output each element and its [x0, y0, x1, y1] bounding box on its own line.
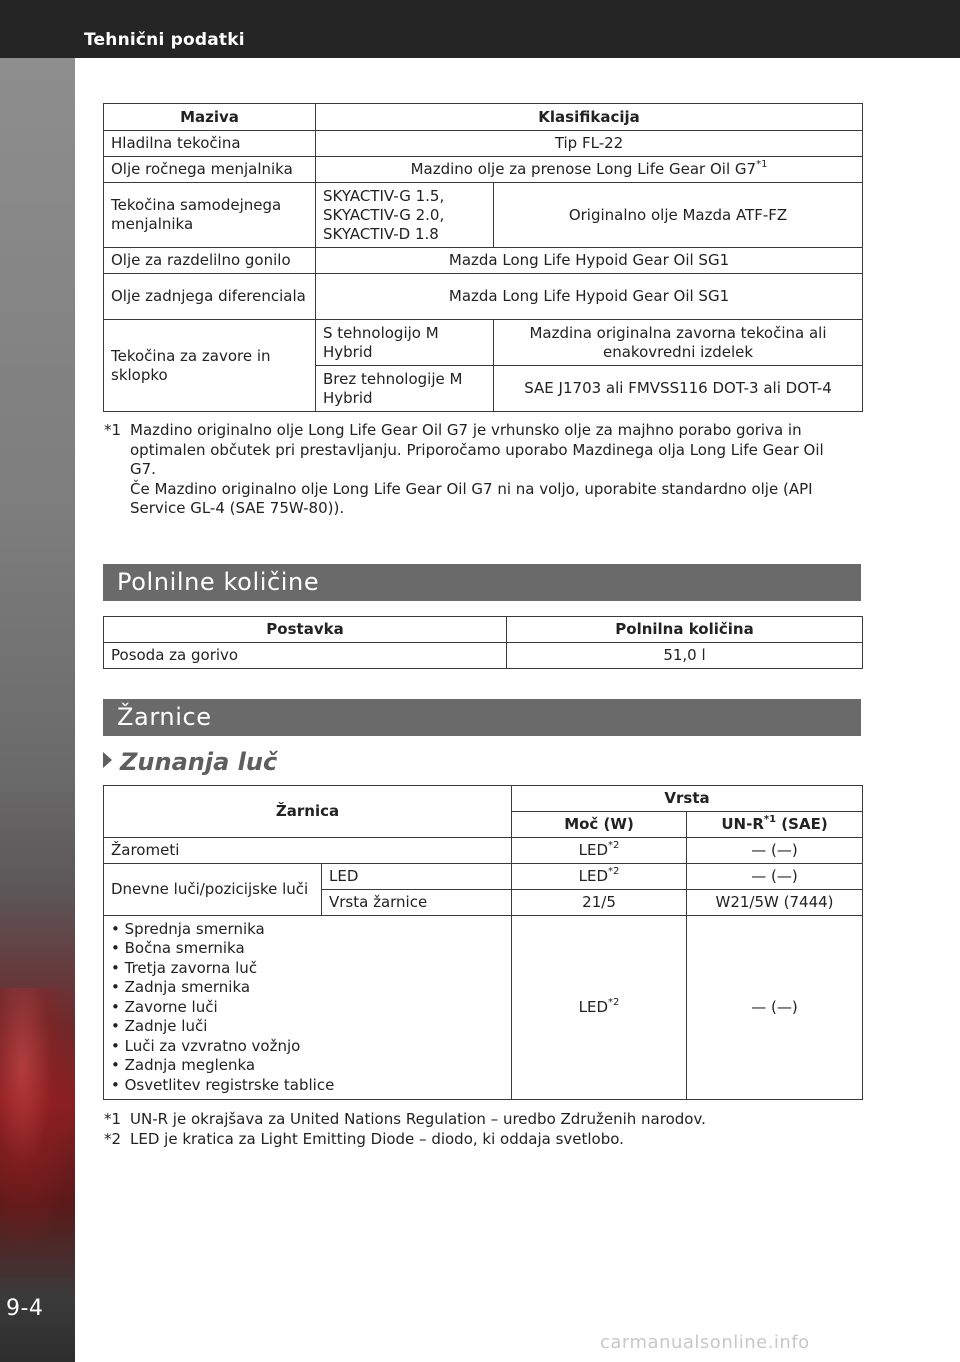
list-item: • Luči za vzvratno vožnjo	[111, 1036, 301, 1055]
car-image	[0, 988, 75, 1248]
footnote-text-1: Mazdino originalno olje Long Life Gear Oil G7 je vrhunsko olje za majhno porabo goriva in optimalen občutek pri prestavljanju. Priporočamo uporabo Mazdinega olja Long Life Gear Oil G7.	[130, 421, 824, 478]
table-cell: — (—)	[687, 838, 863, 864]
table-cell: 51,0 l	[507, 643, 863, 669]
table-cell: Mazda Long Life Hypoid Gear Oil SG1	[316, 274, 863, 320]
table-cell: LED	[322, 864, 512, 890]
table-cell: Brez tehnologije M Hybrid	[316, 366, 494, 412]
header-bar	[0, 0, 960, 58]
table-cell: Dnevne luči/pozicijske luči	[104, 864, 322, 916]
table-cell: 21/5	[512, 890, 687, 916]
table-cell: S tehnologijo M Hybrid	[316, 320, 494, 366]
capacities-header-item: Postavka	[104, 617, 507, 643]
table-cell: Mazda Long Life Hypoid Gear Oil SG1	[316, 248, 863, 274]
table-cell: W21/5W (7444)	[687, 890, 863, 916]
arrow-icon	[103, 752, 112, 768]
lubricants-header-class: Klasifikacija	[316, 104, 863, 131]
bulbs-header-type: Vrsta	[512, 786, 863, 812]
list-item: • Zadnje luči	[111, 1017, 208, 1036]
table-cell	[512, 916, 687, 1100]
cell-text: LED	[578, 867, 609, 885]
capacities-table	[103, 616, 863, 669]
section-title: Žarnice	[117, 703, 212, 731]
footnote-ref: *1	[756, 159, 768, 170]
section-bulbs	[103, 699, 861, 736]
table-cell: — (—)	[687, 864, 863, 890]
list-item: • Sprednja smernika	[111, 919, 265, 938]
list-item: • Bočna smernika	[111, 939, 245, 958]
list-item: • Zavorne luči	[111, 997, 218, 1016]
table-cell: Tip FL-22	[316, 131, 863, 157]
watermark: carmanualsonline.info	[600, 1332, 810, 1353]
footnote-mark: *1	[104, 1110, 122, 1128]
lubricants-footnote	[104, 421, 844, 519]
table-cell: Olje ročnega menjalnika	[104, 157, 316, 183]
table-cell: SAE J1703 ali FMVSS116 DOT-3 ali DOT-4	[494, 366, 863, 412]
bulbs-footnote-2	[104, 1130, 844, 1150]
cell-text: LED	[578, 841, 609, 859]
table-cell	[104, 916, 512, 1100]
table-cell: Tekočina za zavore in sklopko	[104, 320, 316, 412]
footnote-ref: *2	[608, 866, 620, 877]
sae-label: (SAE)	[776, 815, 828, 833]
bulbs-table	[103, 785, 863, 1100]
page-number: 9-4	[6, 1296, 44, 1321]
section-title: Polnilne količine	[117, 568, 320, 596]
list-item: • Zadnja smernika	[111, 978, 251, 997]
capacities-header-value: Polnilna količina	[507, 617, 863, 643]
bulbs-header-power: Moč (W)	[512, 812, 687, 838]
footnote-ref: *1	[763, 814, 777, 825]
footnote-text: UN-R je okrajšava za United Nations Regulation – uredbo Združenih narodov.	[130, 1110, 706, 1128]
side-strip	[0, 58, 75, 1362]
table-cell: Vrsta žarnice	[322, 890, 512, 916]
page-header-title: Tehnični podatki	[84, 30, 245, 50]
table-cell: SKYACTIV-G 1.5, SKYACTIV-G 2.0, SKYACTIV-D 1.8	[316, 183, 494, 248]
table-cell	[512, 864, 687, 890]
footnote-ref: *2	[608, 840, 620, 851]
table-cell: Mazdina originalna zavorna tekočina ali enakovredni izdelek	[494, 320, 863, 366]
table-cell	[512, 838, 687, 864]
footnote-ref: *2	[608, 997, 620, 1008]
list-item: • Osvetlitev registrske tablice	[111, 1075, 335, 1094]
cell-text: LED	[578, 998, 609, 1016]
table-cell: Posoda za gorivo	[104, 643, 507, 669]
lubricants-table	[103, 103, 863, 412]
table-cell: — (—)	[687, 916, 863, 1100]
subsection-exterior-light	[103, 748, 277, 776]
unr-label: UN-R	[721, 815, 764, 833]
table-cell: Hladilna tekočina	[104, 131, 316, 157]
table-cell: Olje zadnjega diferenciala	[104, 274, 316, 320]
footnote-mark: *2	[104, 1130, 122, 1148]
cell-text: Mazdino olje za prenose Long Life Gear Oil G7	[410, 160, 757, 178]
table-cell: Tekočina samodejnega menjalnika	[104, 183, 316, 248]
list-item: • Zadnja meglenka	[111, 1056, 256, 1075]
table-cell: Originalno olje Mazda ATF-FZ	[494, 183, 863, 248]
bulbs-footnote-1	[104, 1110, 844, 1130]
list-item: • Tretja zavorna luč	[111, 958, 258, 977]
table-cell: Žarometi	[104, 838, 512, 864]
footnote-mark: *1	[104, 421, 122, 439]
subsection-title: Zunanja luč	[120, 748, 278, 776]
table-cell: Olje za razdelilno gonilo	[104, 248, 316, 274]
bulbs-header-unr	[687, 812, 863, 838]
bulbs-header-bulb: Žarnica	[104, 786, 512, 838]
lubricants-header-name: Maziva	[104, 104, 316, 131]
section-capacities	[103, 564, 861, 601]
table-cell	[316, 157, 863, 183]
footnote-text: LED je kratica za Light Emitting Diode – diodo, ki oddaja svetlobo.	[130, 1130, 624, 1148]
footnote-text-2: Če Mazdino originalno olje Long Life Gear Oil G7 ni na voljo, uporabite standardno olje (API Service GL-4 (SAE 75W-80)).	[130, 479, 813, 517]
